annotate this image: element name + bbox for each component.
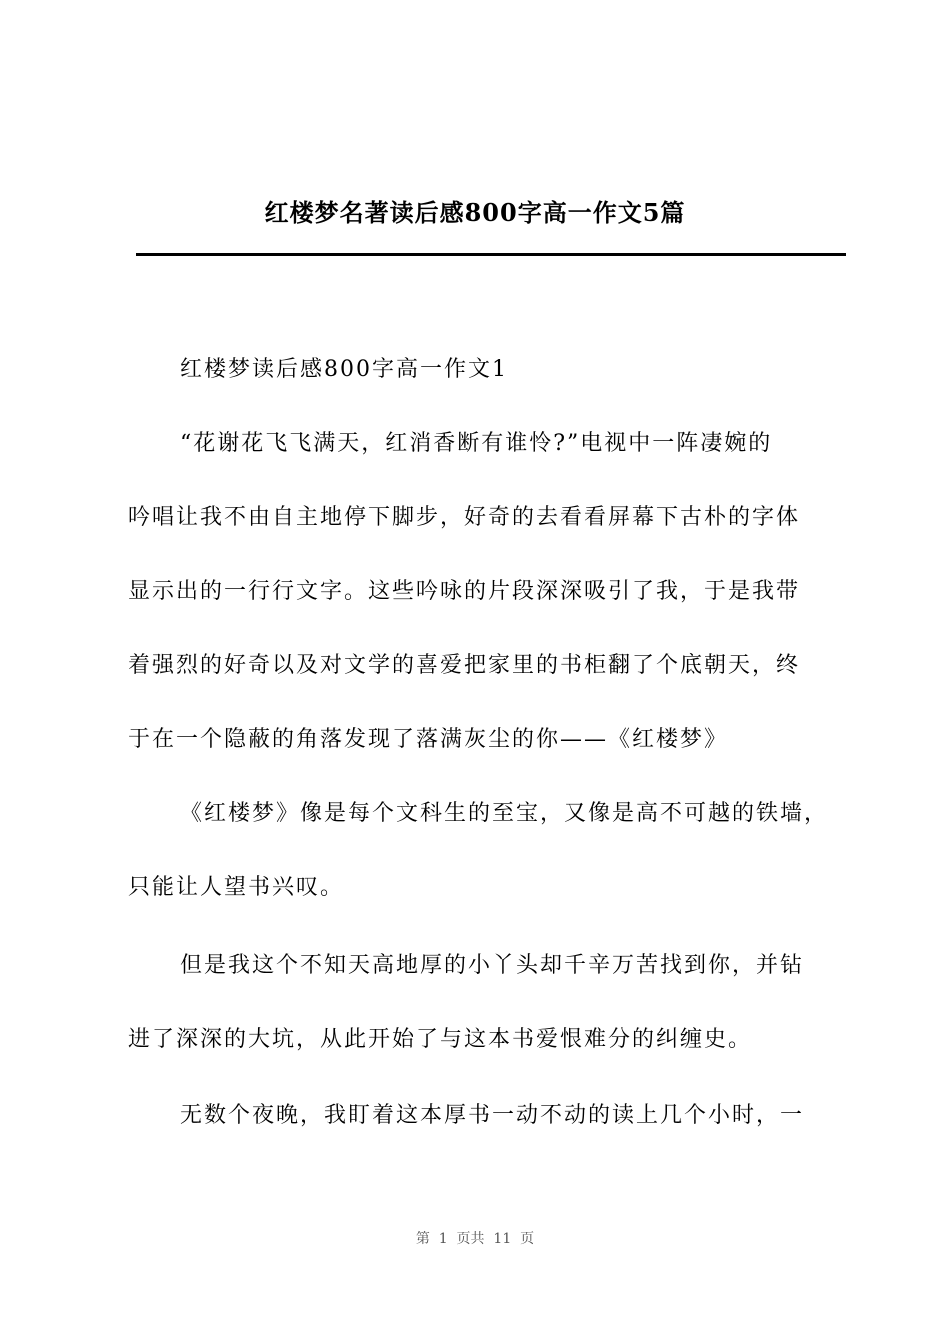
body-line: 《红楼梦》像是每个文科生的至宝，又像是高不可越的铁墙， (180, 801, 829, 826)
body-line: 进了深深的大坑，从此开始了与这本书爱恨难分的纠缠史。 (128, 1027, 753, 1052)
body-line: 于在一个隐蔽的角落发现了落满灰尘的你——《红楼梦》 (128, 727, 729, 752)
body-line: 着强烈的好奇以及对文学的喜爱把家里的书柜翻了个底朝天，终 (128, 653, 801, 678)
body-line: 只能让人望书兴叹。 (128, 875, 345, 900)
section-heading: 红楼梦读后感800字高一作文1 (180, 357, 508, 382)
page-footer: 第 1 页共 11 页 (415, 1231, 535, 1247)
body-line: 无数个夜晚，我盯着这本厚书一动不动的读上几个小时，一 (180, 1103, 805, 1128)
body-line: 但是我这个不知天高地厚的小丫头却千辛万苦找到你，并钻 (180, 953, 805, 978)
body-line: 吟唱让我不由自主地停下脚步，好奇的去看看屏幕下古朴的字体 (128, 505, 801, 530)
body-line: 显示出的一行行文字。这些吟咏的片段深深吸引了我，于是我带 (128, 579, 801, 604)
body-line: “花谢花飞飞满天，红消香断有谁怜?”电视中一阵凄婉的 (180, 431, 773, 456)
document-title: 红楼梦名著读后感800字高一作文5篇 (264, 198, 686, 227)
title-underline (136, 253, 846, 256)
